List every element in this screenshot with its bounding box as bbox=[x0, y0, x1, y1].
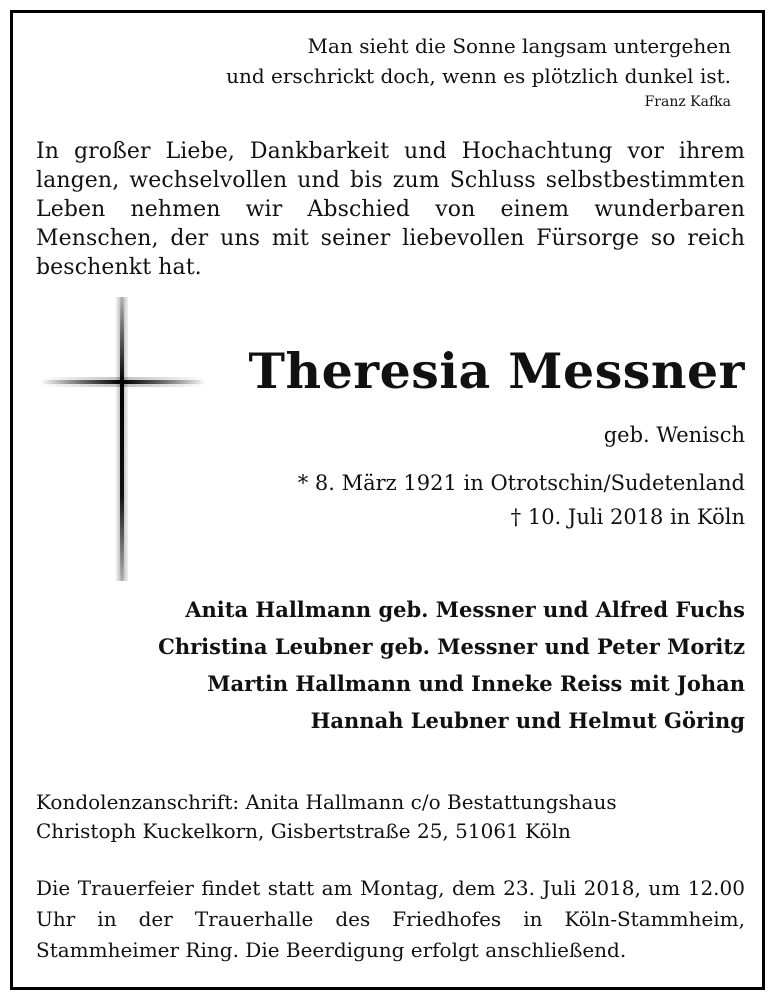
obituary-frame bbox=[10, 10, 765, 990]
mourner-line: Anita Hallmann geb. Messner und Alfred Fuchs bbox=[185, 597, 745, 622]
condolence-line-2: Christoph Kuckelkorn, Gisbertstraße 25, 51061 Köln bbox=[36, 819, 571, 843]
quote-author: Franz Kafka bbox=[644, 94, 731, 110]
condolence-address bbox=[36, 788, 617, 846]
funeral-service-info: Die Trauerfeier findet statt am Montag, dem 23. Juli 2018, um 12.00 Uhr in der Trauerhalle des Friedhofes in Köln-Stammheim, Stammheimer Ring. Die Beerdigung erfolgt anschließend. bbox=[36, 876, 745, 962]
birth-info: * 8. März 1921 in Otrotschin/Sudetenland bbox=[297, 471, 745, 495]
mourner-line: Martin Hallmann und Inneke Reiss mit Johan bbox=[207, 671, 745, 696]
mourners-list bbox=[158, 591, 745, 739]
quote-line-1: Man sieht die Sonne langsam untergehen bbox=[307, 34, 731, 58]
cross-icon bbox=[38, 293, 208, 583]
deceased-name: Theresia Messner bbox=[248, 342, 745, 400]
condolence-line-1: Kondolenzanschrift: Anita Hallmann c/o Bestattungshaus bbox=[36, 790, 617, 814]
quote-line-2: und erschrickt doch, wenn es plötzlich dunkel ist. bbox=[226, 64, 731, 88]
intro-text: In großer Liebe, Dankbarkeit und Hochachtung vor ihrem langen, wechselvollen und bis zum Schluss selbstbestimmten Leben nehmen wir Abschied von einem wunderbaren Menschen, der uns mit seiner liebevollen Fürsorge so reich beschenkt hat. bbox=[36, 139, 745, 280]
mourner-line: Hannah Leubner und Helmut Göring bbox=[310, 708, 745, 733]
mourner-line: Christina Leubner geb. Messner und Peter Moritz bbox=[158, 634, 745, 659]
kafka-quote bbox=[226, 31, 731, 113]
death-info: † 10. Juli 2018 in Köln bbox=[510, 505, 745, 529]
maiden-name: geb. Wenisch bbox=[603, 423, 745, 447]
